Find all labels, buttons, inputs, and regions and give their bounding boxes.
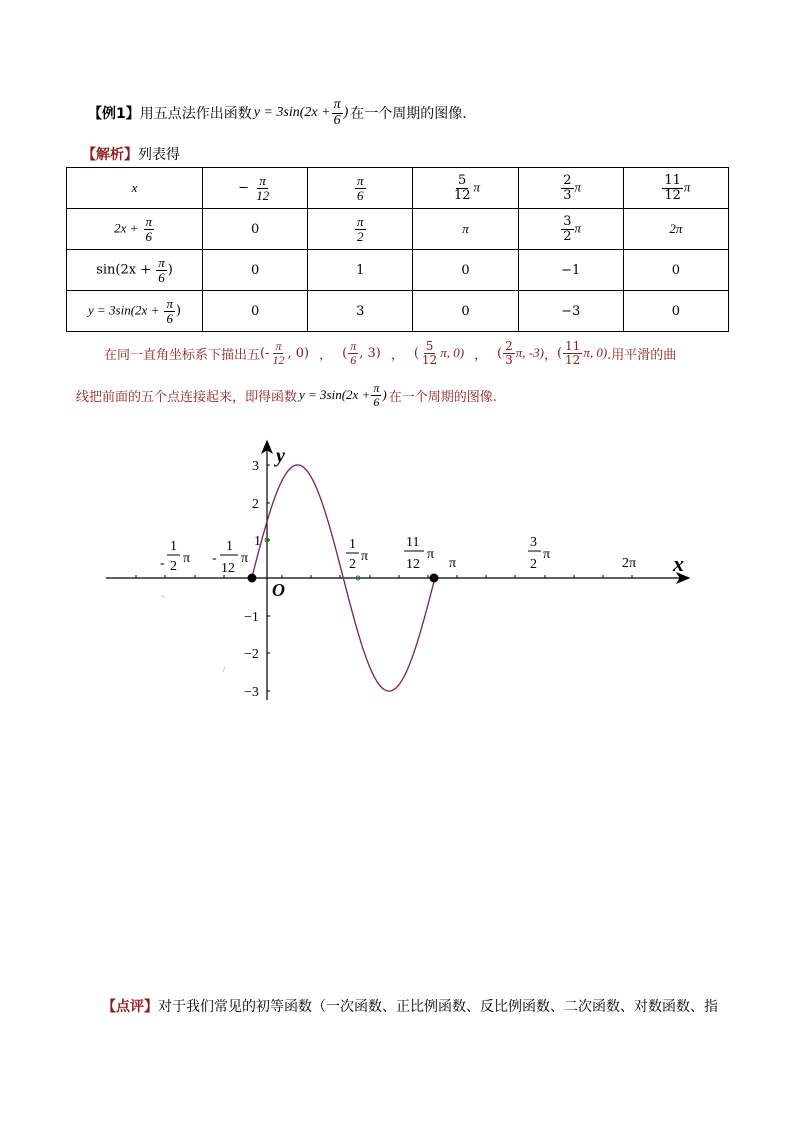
example-func-left: y = 3sin(2x + (253, 105, 331, 121)
svg-text:11: 11 (406, 535, 420, 550)
x-label-two-pi: 2π (622, 556, 637, 571)
svg-text:-: - (212, 551, 217, 566)
svg-text:-: - (160, 556, 165, 571)
comment-tag: 【点评】 (102, 999, 158, 1015)
x-axis-label: x (673, 551, 684, 576)
svg-text:2: 2 (530, 557, 537, 572)
svg-text:1: 1 (170, 539, 177, 554)
table-cell: 1 (308, 250, 413, 291)
svg-text:1: 1 (349, 537, 356, 552)
origin-label: O (272, 580, 285, 600)
row-label-angle: 2x + $\frac{\pi}{6}$ (67, 209, 203, 250)
table-cell: 0 (413, 291, 518, 332)
stray-mark (162, 595, 164, 598)
example-func-right: ) (343, 105, 349, 121)
x-label-three-half-pi (528, 535, 550, 572)
key-point-start (248, 574, 257, 583)
y-axis-label: y (276, 445, 285, 467)
row-label-sin: sin(2x + $\frac{\pi}{6}$ ) (67, 250, 203, 291)
svg-text:π: π (543, 547, 551, 562)
svg-text:1: 1 (226, 539, 233, 554)
y-tick-label: 2 (252, 497, 259, 512)
table-cell: 0 (413, 250, 518, 291)
example-tag: 【例1】 (88, 106, 140, 123)
paragraph-line-1: 在同一直角坐标系下描出五 (- $\frac{\pi}{12}$ , 0) ， ( $\frac{\pi}{6}$ , 3) ， ( $\frac{5}{12}$ π, 0) ， ( $\frac{2}{3}$ π, -3) ， ( $\frac{11}{12}$ π, 0) .用平滑的曲 (104, 339, 677, 367)
x-label-eleven-twelfth-pi (404, 535, 434, 572)
example-text-after: 在一个周期的图像. (350, 106, 467, 123)
table-cell: 3 (308, 291, 413, 332)
svg-text:12: 12 (406, 557, 420, 572)
x-label-half-pi (346, 537, 368, 572)
svg-text:2: 2 (349, 557, 356, 572)
table-cell: π (413, 209, 518, 250)
table-cell: $\frac{11}{12}$ π (623, 168, 728, 209)
svg-text:2: 2 (170, 559, 177, 574)
table-cell: 0 (623, 250, 728, 291)
table-cell: $\frac{5}{12}$ π (413, 168, 518, 209)
svg-text:π: π (361, 549, 369, 564)
solution-tag: 【解析】 (82, 147, 138, 163)
y-tick-label: 1 (254, 534, 261, 549)
paragraph-line-2: 线把前面的五个点连接起来，即得函数 y = 3sin(2x + $\frac{\pi}{6}$ ) 在一个周期的图像. (76, 381, 497, 409)
svg-text:12: 12 (221, 561, 235, 576)
row-label-x: x (67, 168, 203, 209)
table-cell: −1 (518, 250, 623, 291)
table-cell: 0 (203, 209, 308, 250)
comment-text: 对于我们常见的初等函数（一次函数、正比例函数、反比例函数、二次函数、对数函数、指 (158, 999, 718, 1015)
table-cell: 0 (203, 250, 308, 291)
table-cell: $\frac{3}{2}$ π (518, 209, 623, 250)
key-point-end (430, 574, 439, 583)
stray-mark (223, 667, 225, 672)
example-text: 用五点法作出函数 (139, 106, 252, 123)
frac-num: π (333, 97, 341, 112)
table-cell: $\frac{2}{3}$ π (518, 168, 623, 209)
y-tick-label: −3 (244, 685, 259, 700)
comment-line (102, 996, 718, 1016)
svg-text:π: π (427, 547, 435, 562)
table-cell: $\frac{\pi}{6}$ (308, 168, 413, 209)
table-cell: 0 (203, 291, 308, 332)
table-cell: − $\frac{\pi}{12}$ (203, 168, 308, 209)
x-label-neg-half-pi (160, 539, 190, 574)
table-cell: 2π (623, 209, 728, 250)
y-tick-label: −1 (244, 610, 259, 625)
solution-text: 列表得 (138, 147, 180, 163)
y-tick-label: −2 (244, 647, 259, 662)
row-label-y: y = 3sin(2x + $\frac{\pi}{6}$ ) (67, 291, 203, 332)
table-cell: −3 (518, 291, 623, 332)
svg-text:3: 3 (530, 535, 537, 550)
x-label-pi: π (449, 556, 457, 571)
x-label-neg-twelfth-pi (212, 539, 248, 576)
frac-den: 6 (333, 112, 341, 128)
table-cell: 0 (623, 291, 728, 332)
svg-text:π: π (241, 551, 249, 566)
table-cell: $\frac{\pi}{2}$ (308, 209, 413, 250)
svg-text:π: π (183, 551, 191, 566)
y-tick-label: 3 (252, 459, 259, 474)
